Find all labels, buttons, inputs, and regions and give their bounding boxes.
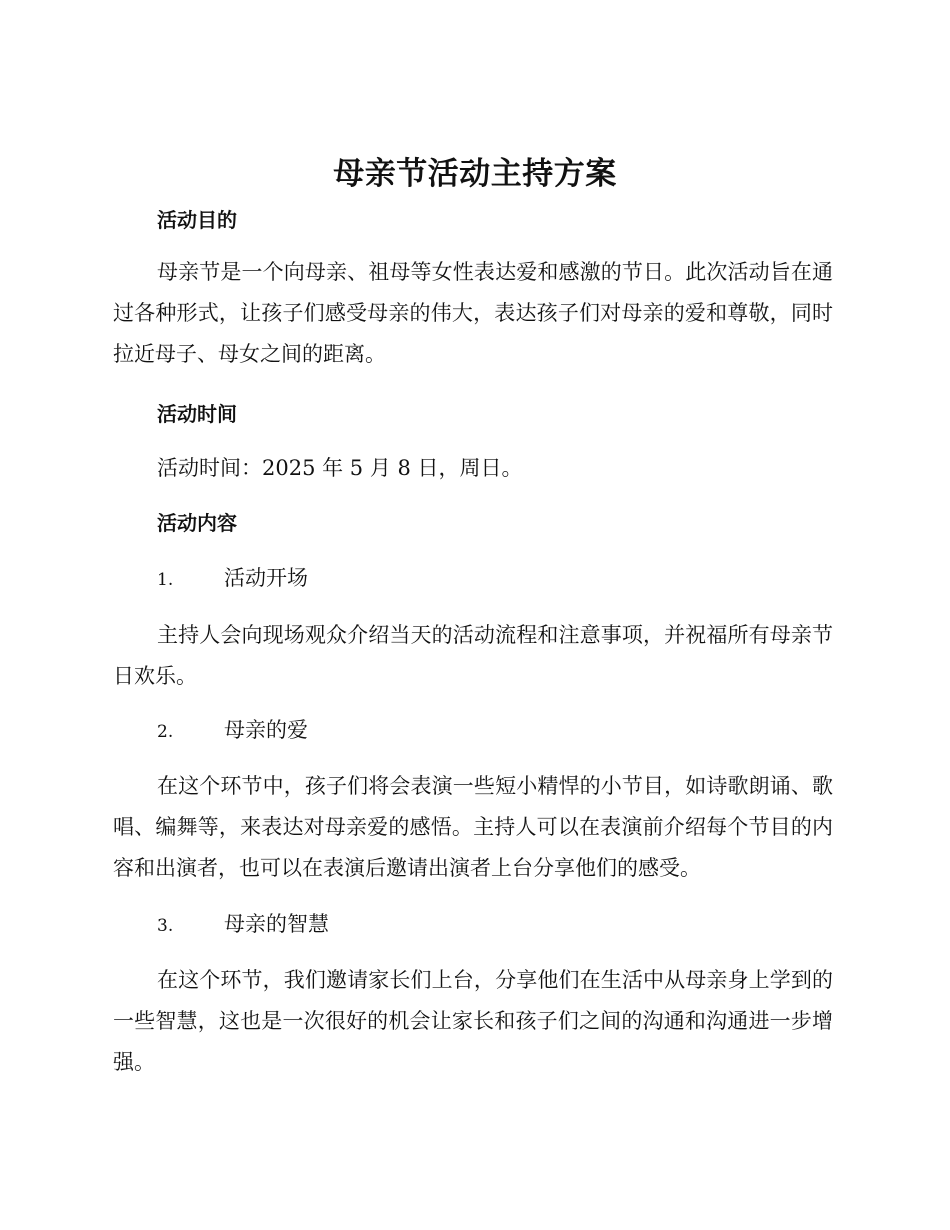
section-heading-purpose: 活动目的 [157,208,237,232]
list-item-1 [157,563,308,595]
mothers-wisdom-paragraph: 在这个环节，我们邀请家长们上台，分享他们在生活中从母亲身上学到的一些智慧，这也是一次很好的机会让家长和孩子们之间的沟通和沟通进一步增强。 [113,968,833,1074]
list-item-2 [157,715,308,747]
purpose-paragraph: 母亲节是一个向母亲、祖母等女性表达爱和感激的节日。此次活动旨在通过各种形式，让孩子们感受母亲的伟大，表达孩子们对母亲的爱和尊敬，同时拉近母子、母女之间的距离。 [113,260,833,366]
list-item-label: 母亲的智慧 [224,912,329,936]
list-number: 3. [157,916,174,936]
list-item-3 [157,909,329,941]
list-item-label: 活动开场 [224,566,308,590]
document-title: 母亲节活动主持方案 [333,156,617,192]
section-heading-content: 活动内容 [157,511,237,535]
event-time-line: 活动时间：2025 年 5 月 8 日，周日。 [157,456,523,480]
opening-paragraph: 主持人会向现场观众介绍当天的活动流程和注意事项，并祝福所有母亲节日欢乐。 [113,623,833,688]
mothers-love-paragraph: 在这个环节中，孩子们将会表演一些短小精悍的小节目，如诗歌朗诵、歌唱、编舞等，来表达对母亲爱的感悟。主持人可以在表演前介绍每个节目的内容和出演者，也可以在表演后邀请出演者上台分享他们的感受。 [113,774,833,880]
list-number: 2. [157,722,174,742]
section-heading-time: 活动时间 [157,402,237,426]
list-number: 1. [157,570,174,590]
list-item-label: 母亲的爱 [224,718,308,742]
